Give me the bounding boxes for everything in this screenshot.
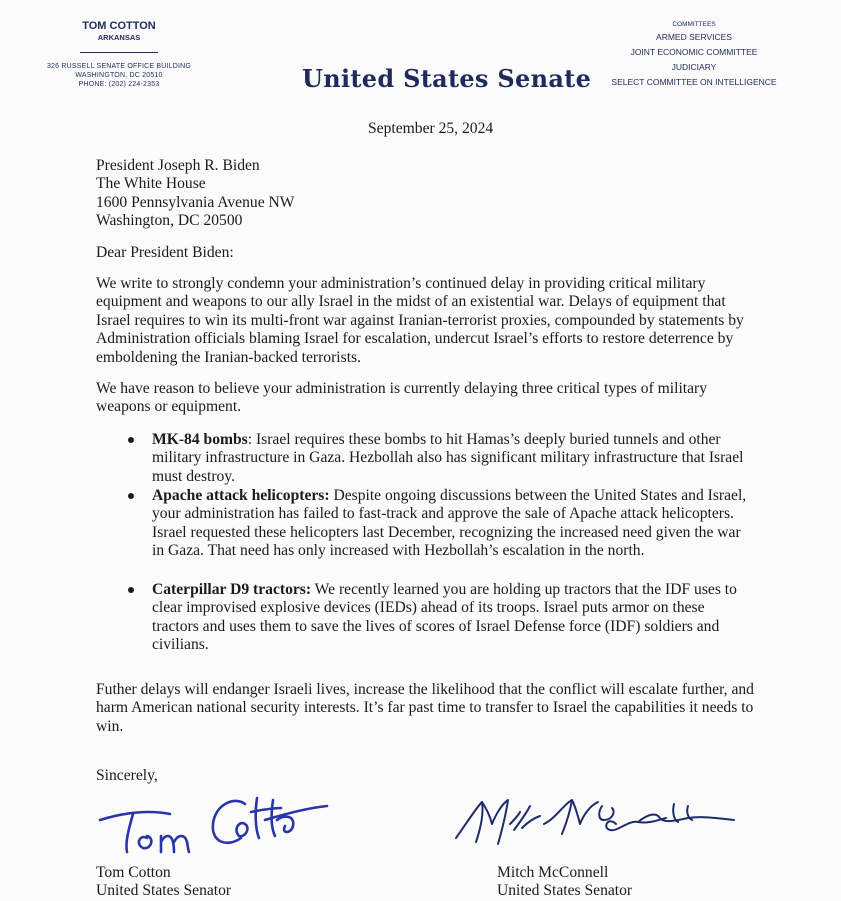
closing: Sincerely, [96, 767, 158, 784]
paragraph-3: Futher delays will endanger Israeli lives, increase the likelihood that the conflict will escalate further, and harm American national security interests. It’s far past time to transfer to Israel the capabilities it needs to win. [96, 681, 754, 735]
list-item [152, 581, 752, 655]
bullet-icon [128, 437, 134, 443]
signer-mcconnell [497, 864, 632, 901]
signer-title: United States Senator [497, 882, 633, 900]
signer-name: Tom Cotton [96, 864, 171, 881]
bullet-text: We recently learned you are holding up tractors that the IDF uses to clear improvised explosive devices (IEDs) ahead of its troops. Israel puts armor on these tractors and uses them to save the lives of scores of Israel Defense force (IDF) soldiers and civilians. [152, 581, 737, 654]
letterhead-office [40, 62, 198, 89]
recipient-line: Washington, DC 20500 [96, 212, 243, 230]
office-line-2: WASHINGTON, DC 20510 [75, 72, 163, 79]
recipient-address [96, 157, 295, 231]
salutation: Dear President Biden: [96, 244, 234, 261]
cotton-signature [95, 790, 335, 860]
committees-label: COMMITTEES [672, 21, 716, 28]
committee-item: JOINT ECONOMIC COMMITTEE [630, 47, 758, 57]
list-item [152, 431, 752, 486]
letter-date: September 25, 2024 [368, 120, 494, 137]
senator-state: ARKANSAS [97, 33, 141, 42]
bullet-title: MK-84 bombs [152, 431, 248, 448]
bullet-icon [128, 587, 134, 593]
bullet-text: Despite ongoing discussions between the United States and Israel, your administration has failed to fast-track and approve the sale of Apache attack helicopters. Israel requested these helicopters last December, recognizing the increased need given the war in Gaza. That need has only increased with Hezbollah’s escalation in the north. [152, 487, 747, 560]
paragraph-2: We have reason to believe your administration is currently delaying three critical types of military weapons or equipment. [96, 380, 708, 416]
list-item [152, 487, 752, 561]
bullet-icon [128, 493, 134, 499]
bullet-title: Apache attack helicopters: [152, 487, 330, 504]
letterhead-committees [596, 20, 792, 90]
signer-cotton [96, 864, 231, 901]
recipient-line: The White House [96, 175, 206, 193]
senator-name: TOM COTTON [82, 20, 156, 32]
letterhead-senator [60, 20, 178, 42]
mcconnell-signature [452, 794, 742, 854]
committee-item: SELECT COMMITTEE ON INTELLIGENCE [611, 77, 777, 87]
senate-title: United States Senate [302, 64, 592, 93]
bullet-text: : Israel requires these bombs to hit Hamas’s deeply buried tunnels and other military infrastructure in Gaza. Hezbollah also has significant military infrastructure that Israel must destroy. [152, 431, 744, 485]
signer-name: Mitch McConnell [497, 864, 609, 881]
letterhead-rule [80, 52, 158, 53]
signer-title: United States Senator [96, 882, 232, 900]
committee-item: JUDICIARY [671, 62, 717, 72]
committee-item: ARMED SERVICES [656, 32, 732, 42]
paragraph-1: We write to strongly condemn your administration’s continued delay in providing critical military equipment and weapons to our ally Israel in the midst of an existential war. Delays of equipment that Israel requires to win its multi-front war against Iranian-terrorist proxies, compounded by statements by Administration officials blaming Israel for escalation, undercut Israel’s efforts to restore deterrence by emboldening the Iranian-backed terrorists. [96, 275, 744, 366]
office-line-1: 326 RUSSELL SENATE OFFICE BUILDING [46, 63, 192, 70]
recipient-line: 1600 Pennsylvania Avenue NW [96, 193, 295, 211]
office-line-3: PHONE: (202) 224-2353 [78, 81, 160, 88]
recipient-line: President Joseph R. Biden [96, 157, 260, 174]
bullet-title: Caterpillar D9 tractors: [152, 581, 312, 598]
